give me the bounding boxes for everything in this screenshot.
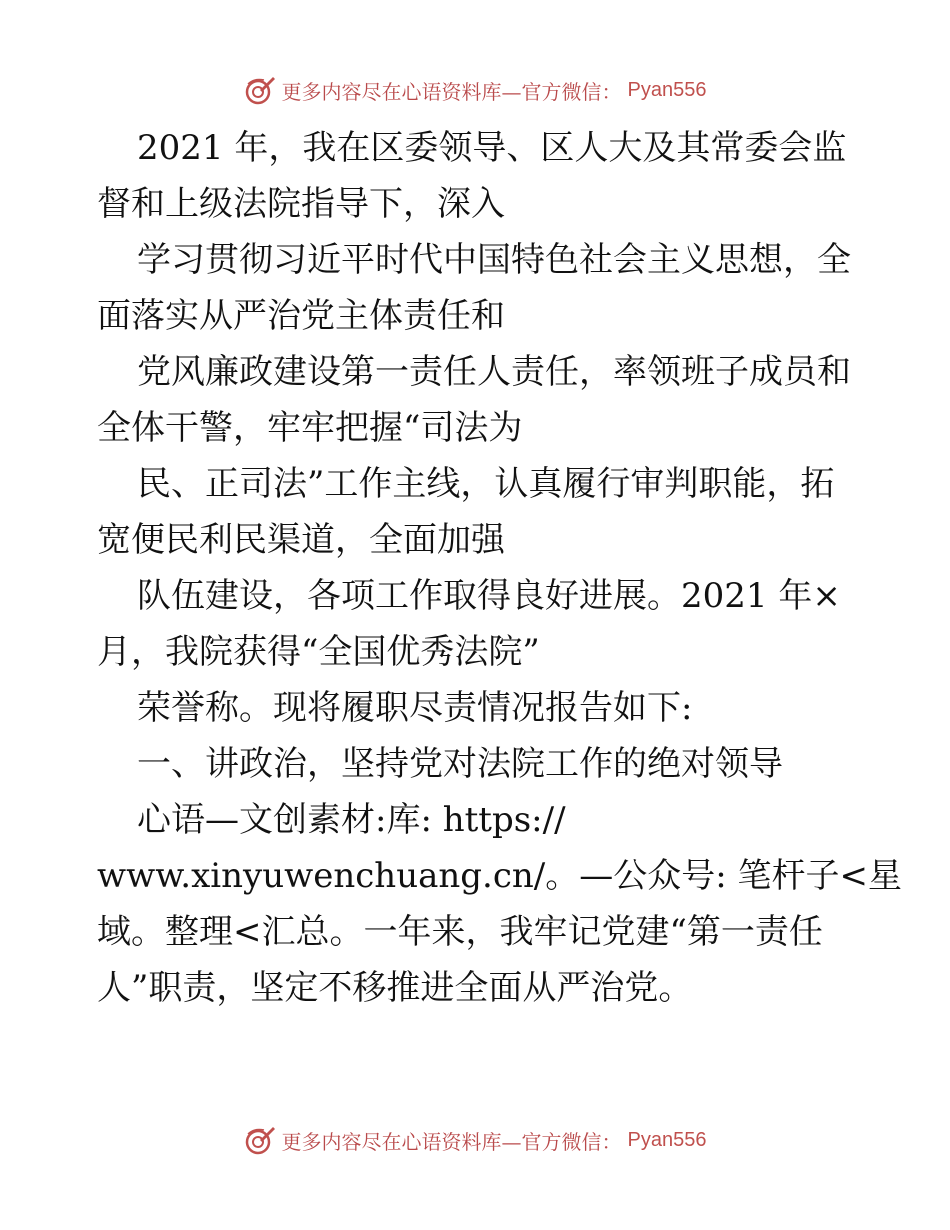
text-line-6: 全体干警，牢牢把握“司法为 <box>97 408 523 448</box>
text-line-3: 学习贯彻习近平时代中国特色社会主义思想，全 <box>137 240 851 280</box>
footer-banner-text: 更多内容尽在心语资料库—官方微信： <box>281 1129 622 1154</box>
text-line-15: 域。整理<汇总。一年来，我牢记党建“第一责任 <box>97 912 823 952</box>
header-banner-id: Pyan556 <box>627 78 707 101</box>
text-line-13: 心语—文创素材:库: https:// <box>137 800 566 840</box>
footer-watermark-banner <box>0 1120 950 1160</box>
text-line-4: 面落实从严治党主体责任和 <box>97 296 505 336</box>
brush-logo-icon <box>244 74 276 106</box>
text-line-16: 人”职责，坚定不移推进全面从严治党。 <box>97 968 693 1008</box>
footer-banner-id: Pyan556 <box>627 1128 707 1151</box>
header-banner-text: 更多内容尽在心语资料库—官方微信： <box>281 79 622 104</box>
document-body <box>97 120 902 1016</box>
header-watermark-banner <box>0 70 950 110</box>
text-line-2: 督和上级法院指导下，深入 <box>97 184 505 224</box>
brush-logo-icon <box>244 1124 276 1156</box>
text-line-8: 宽便民利民渠道，全面加强 <box>97 520 505 560</box>
text-line-5: 党风廉政建设第一责任人责任，率领班子成员和 <box>137 352 851 392</box>
section-heading-1: 一、讲政治，坚持党对法院工作的绝对领导 <box>137 744 783 784</box>
text-line-1: 2021 年，我在区委领导、区人大及其常委会监 <box>137 128 847 168</box>
text-line-14: www.xinyuwenchuang.cn/。—公众号: 笔杆子<星 <box>97 856 902 896</box>
text-line-11: 荣誉称。现将履职尽责情况报告如下: <box>137 688 693 728</box>
text-line-7: 民、正司法”工作主线，认真履行审判职能，拓 <box>137 464 835 504</box>
text-line-10: 月，我院获得“全国优秀法院” <box>97 632 540 672</box>
text-line-9: 队伍建设，各项工作取得良好进展。2021 年× <box>137 576 841 616</box>
